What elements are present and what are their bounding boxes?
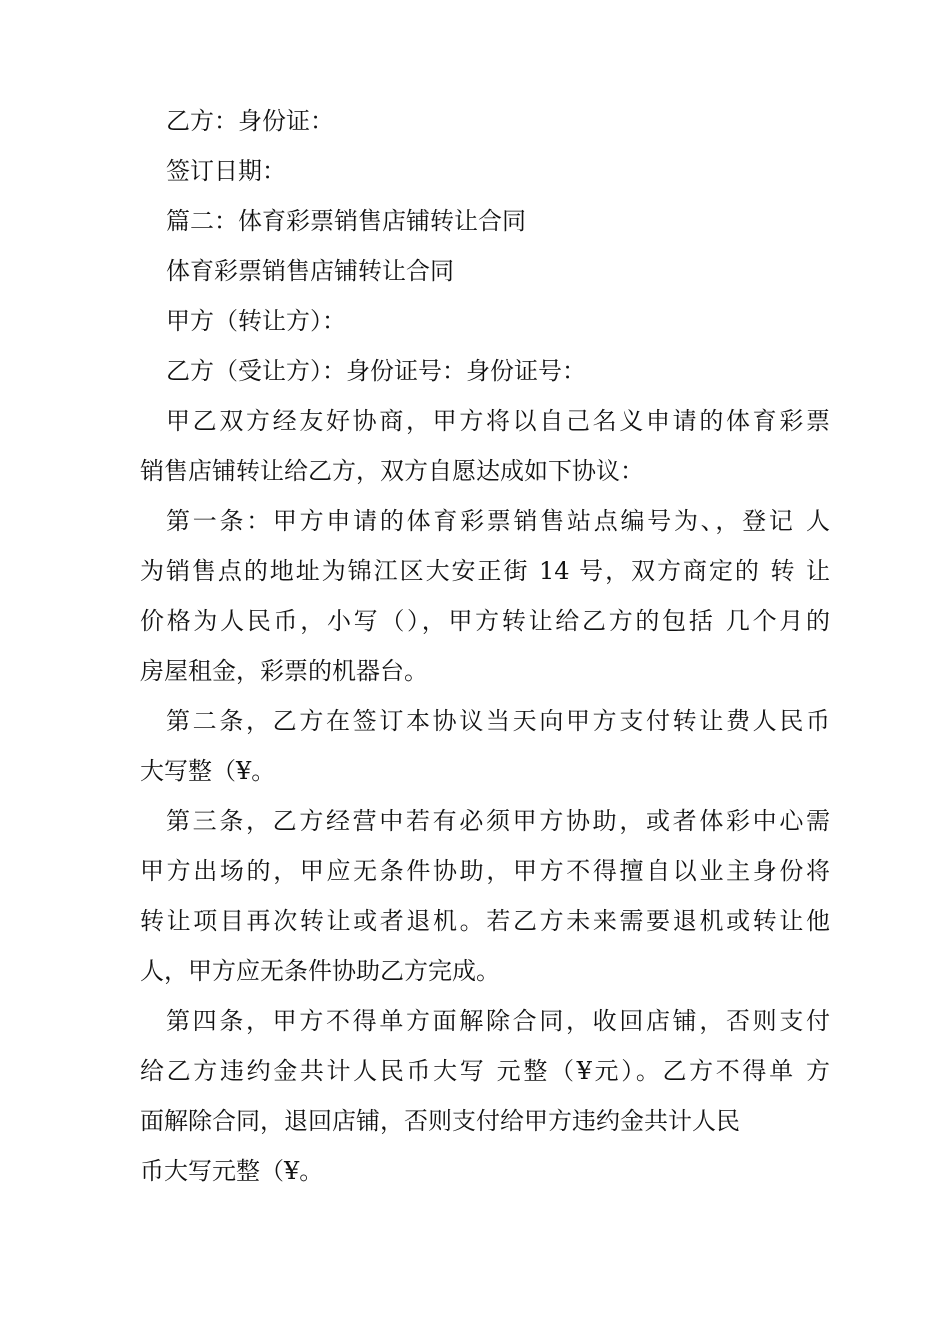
article-2-line: 大写整（¥。 [140,757,276,785]
document-body [140,96,830,1196]
article-4-line: 给乙方违约金共计人民币大写 元整（¥元）。乙方不得单 方 [140,1057,830,1085]
intro-paragraph-line: 销售店铺转让给乙方，双方自愿达成如下协议： [140,457,644,485]
article-3-line: 转让项目再次转让或者退机。若乙方未来需要退机或转让他 [140,907,830,935]
article-1-line: 第一条：甲方申请的体育彩票销售站点编号为、，登记 人 [166,507,830,535]
article-1-line: 价格为人民币，小写（），甲方转让给乙方的包括 几个月的 [140,607,830,635]
article-4-line: 第四条，甲方不得单方面解除合同，收回店铺，否则支付 [166,1007,830,1035]
party-b-line: 乙方（受让方）：身份证号：身份证号： [166,357,586,385]
contract-title: 体育彩票销售店铺转让合同 [166,257,454,285]
article-1-line: 为销售点的地址为锦江区大安正街 14 号，双方商定的 转 让 [140,557,830,585]
article-4-line: 面解除合同，退回店铺，否则支付给甲方违约金共计人民 [140,1107,740,1135]
intro-paragraph-line: 甲乙双方经友好协商，甲方将以自己名义申请的体育彩票 [166,407,830,435]
party-b-id-line: 乙方：身份证： [166,107,334,135]
signing-date-line: 签订日期： [166,157,286,185]
article-2-line: 第二条，乙方在签订本协议当天向甲方支付转让费人民币 [166,707,830,735]
article-3-line: 人，甲方应无条件协助乙方完成。 [140,957,500,985]
party-a-line: 甲方（转让方）： [166,307,346,335]
section-heading: 篇二：体育彩票销售店铺转让合同 [166,207,526,235]
article-3-line: 第三条，乙方经营中若有必须甲方协助，或者体彩中心需 [166,807,830,835]
article-4-line: 币大写元整（¥。 [140,1157,324,1185]
article-1-line: 房屋租金，彩票的机器台。 [140,657,428,685]
article-3-line: 甲方出场的，甲应无条件协助，甲方不得擅自以业主身份将 [140,857,830,885]
